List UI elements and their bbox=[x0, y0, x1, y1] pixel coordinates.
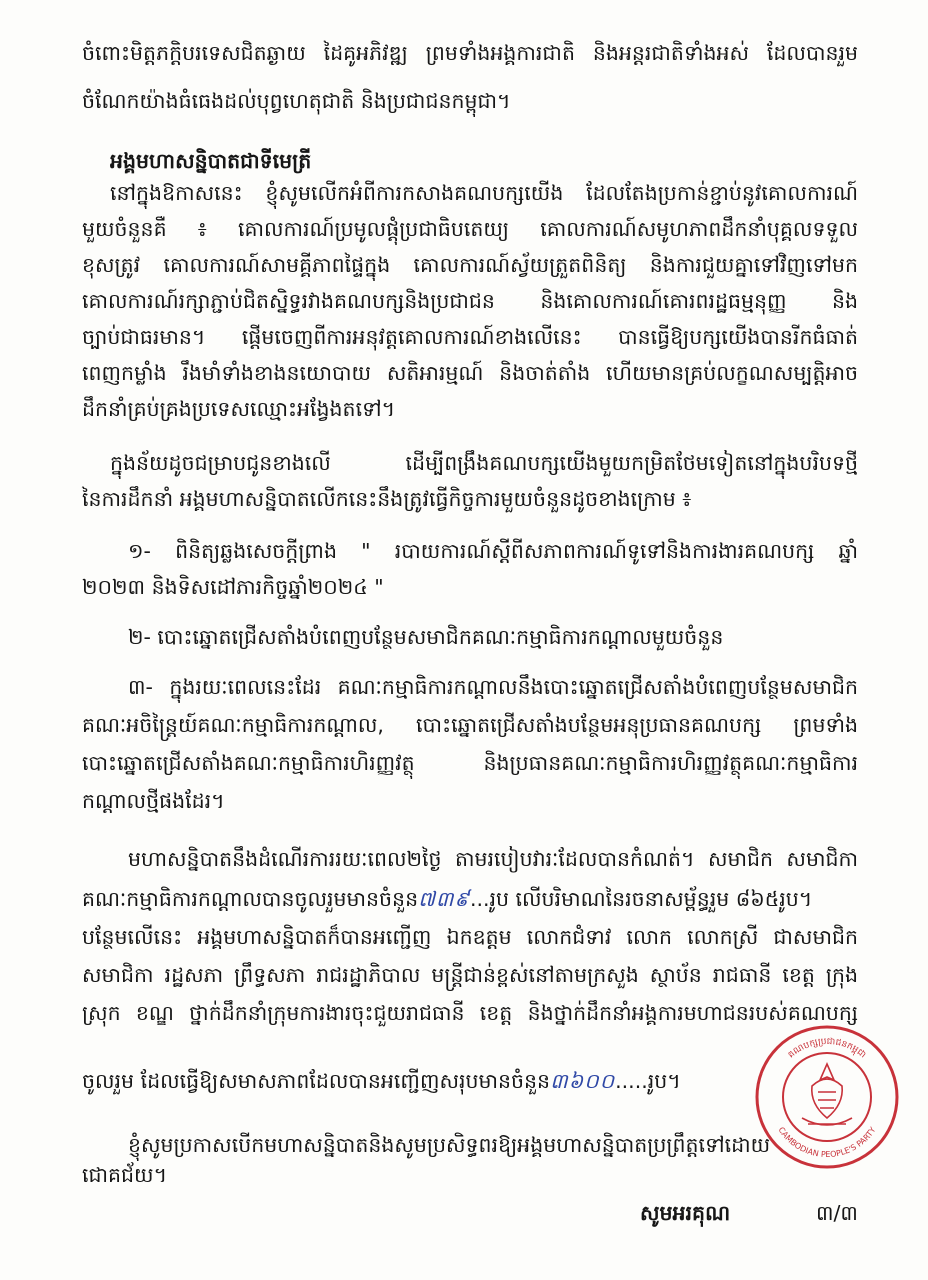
list-item-1-line: ១- ពិនិត្យឆ្លងសេចក្តីព្រាង " របាយការណ៍ស្តីពីសភាពការណ៍ទូទៅនិងការងារគណបក្ស ឆ្នាំ bbox=[128, 539, 858, 563]
paragraph-line: ច្បាប់ជាធរមាន។ ផ្តើមចេញពីការអនុវត្តគោលការណ៍ខាងលើនេះ បានធ្វើឱ្យបក្សយើងបានរីកធំធាត់ bbox=[82, 325, 858, 349]
seal-emblem bbox=[802, 1064, 852, 1125]
paragraph-line: សមាជិកា រដ្ឋសភា ព្រឹទ្ធសភា រាជរដ្ឋាភិបាល មន្ត្រីជាន់ខ្ពស់នៅតាមក្រសួង ស្ថាប័ន រាជធានី ខេត្ត ក្រុង bbox=[82, 963, 858, 987]
paragraph-line: ចំណែកយ៉ាងធំធេងដល់បុព្វហេតុជាតិ និងប្រជាជនកម្ពុជា។ bbox=[82, 89, 511, 113]
seal-bottom-text: CAMBODIAN PEOPLE'S PARTY bbox=[776, 1125, 878, 1160]
attendee-label: គណៈកម្មាធិការកណ្តាលបានចូលរួមមានចំនួន bbox=[82, 887, 419, 911]
list-item-3-line: គណៈអចិន្ត្រៃយ៍គណៈកម្មាធិការកណ្តាល, បោះឆ្នោតជ្រើសតាំងបន្ថែមអនុប្រធានគណបក្ស ព្រមទាំង bbox=[82, 713, 858, 737]
paragraph-line: ក្នុងន័យដូចជម្រាបជូនខាងលើ ដើម្បីពង្រឹងគណបក្សយើងមួយកម្រិតថែមទៀតនៅក្នុងបរិបទថ្មី bbox=[110, 451, 858, 475]
invited-suffix: .....រូប។ bbox=[615, 1069, 681, 1093]
attendee-suffix: ...រូប លើបរិមាណនៃរចនាសម្ព័ន្ធរួម ៨៦៥រូប។ bbox=[469, 887, 813, 911]
paragraph-line: ខុសត្រូវ គោលការណ៍សាមគ្គីភាពផ្ទៃក្នុង គោលការណ៍ស្វ័យត្រួតពិនិត្យ និងការជួយគ្នាទៅវិញទៅមក bbox=[82, 253, 858, 277]
paragraph-line: មួយចំនួនគឺ ៖ គោលការណ៍ប្រមូលផ្តុំប្រជាធិបតេយ្យ គោលការណ៍សមូហភាពដឹកនាំបុគ្គលទទួល bbox=[82, 217, 858, 241]
paragraph-line: ពេញកម្លាំង រឹងមាំទាំងខាងនយោបាយ សតិអារម្មណ៍ និងចាត់តាំង ហើយមានគ្រប់លក្ខណសម្បត្តិអាច bbox=[82, 361, 858, 385]
list-item-2: ២- បោះឆ្នោតជ្រើសតាំងបំពេញបន្ថែមសមាជិកគណៈកម្មាធិការកណ្តាលមួយចំនួន bbox=[128, 625, 724, 649]
section-heading: អង្គមហាសន្និបាតជាទីមេត្រី bbox=[110, 149, 312, 173]
handwritten-count: ៣៦០០ bbox=[550, 1069, 616, 1093]
party-seal-stamp bbox=[752, 1022, 902, 1172]
paragraph-line: នៃការដឹកនាំ អង្គមហាសន្និបាតលើកនេះនឹងត្រូវធ្វើកិច្ចការមួយចំនួនដូចខាងក្រោម ៖ bbox=[82, 487, 692, 511]
paragraph-line: បន្ថែមលើនេះ អង្គមហាសន្និបាតក៏បានអញ្ជើញ ឯកឧត្តម លោកជំទាវ លោក លោកស្រី ជាសមាជិក bbox=[82, 925, 858, 949]
list-item-3-line: កណ្តាលថ្មីផងដែរ។ bbox=[82, 789, 225, 813]
paragraph-line: មហាសន្និបាតនឹងដំណើរការរយៈពេល២ថ្ងៃ តាមរបៀបវារៈដែលបានកំណត់។ សមាជិក សមាជិកា bbox=[128, 847, 858, 871]
paragraph-line: ដឹកនាំគ្រប់គ្រងប្រទេសឈ្មោះអង្វែងតទៅ។ bbox=[82, 397, 396, 421]
paragraph-line bbox=[82, 884, 812, 914]
closing-thanks: សូមអរគុណ bbox=[640, 1201, 731, 1225]
list-item-1-line: ២០២៣ និងទិសដៅភារកិច្ចឆ្នាំ២០២៤ " bbox=[82, 575, 384, 599]
handwritten-count: ៧៣៩ bbox=[418, 887, 470, 911]
list-item-3-line: បោះឆ្នោតជ្រើសតាំងគណៈកម្មាធិការហិរញ្ញវត្ថុ និងប្រធានគណៈកម្មាធិការហិរញ្ញវត្ថុគណៈកម្មាធិការ bbox=[82, 751, 858, 775]
paragraph-line bbox=[82, 1066, 681, 1096]
seal-top-text: គណបក្សប្រជាជនកម្ពុជា bbox=[786, 1036, 868, 1061]
paragraph-line: ខ្ញុំសូមប្រកាសបើកមហាសន្និបាតនិងសូមប្រសិទ្ធពរឱ្យអង្គមហាសន្និបាតប្រព្រឹត្តទៅដោយ bbox=[128, 1133, 771, 1157]
seal-outer-ring bbox=[757, 1027, 897, 1167]
invited-label: ចូលរួម ដែលធ្វើឱ្យសមាសភាពដែលបានអញ្ជើញសរុបមានចំនួន bbox=[82, 1069, 551, 1093]
paragraph-line: ជោគជ័យ។ bbox=[82, 1163, 168, 1187]
page-number: ៣/៣ bbox=[816, 1201, 858, 1225]
paragraph-line: គោលការណ៍រក្សាភ្ជាប់ជិតស្និទ្ធរវាងគណបក្សនិងប្រជាជន និងគោលការណ៍គោរពរដ្ឋធម្មនុញ្ញ និង bbox=[82, 289, 858, 313]
paragraph-line: នៅក្នុងឱកាសនេះ ខ្ញុំសូមលើកអំពីការកសាងគណបក្សយើង ដែលតែងប្រកាន់ខ្ជាប់នូវគោលការណ៍ bbox=[110, 181, 858, 205]
paragraph-line: ចំពោះមិត្តភក្តិបរទេសជិតឆ្ងាយ ដៃគូអភិវឌ្ឍ ព្រមទាំងអង្គការជាតិ និងអន្តរជាតិទាំងអស់ ដែលបានរួម bbox=[82, 41, 858, 65]
paragraph-line: ស្រុក ខណ្ឌ ថ្នាក់ដឹកនាំក្រុមការងារចុះជួយរាជធានី ខេត្ត និងថ្នាក់ដឹកនាំអង្គការមហាជនរបស់គណបក្ស bbox=[82, 1001, 858, 1025]
list-item-3-line: ៣- ក្នុងរយៈពេលនេះដែរ គណៈកម្មាធិការកណ្តាលនឹងបោះឆ្នោតជ្រើសតាំងបំពេញបន្ថែមសមាជិក bbox=[128, 675, 858, 699]
seal-inner-ring bbox=[783, 1053, 871, 1141]
